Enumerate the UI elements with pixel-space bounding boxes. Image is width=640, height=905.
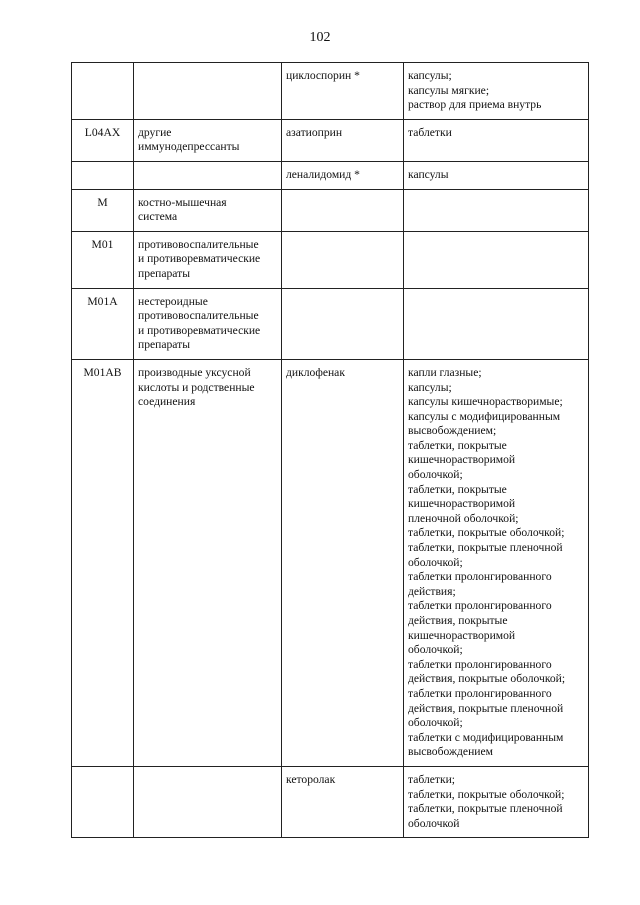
anatomical-group-cell — [134, 288, 282, 359]
dosage-form-line: действия, покрытые пленочной — [408, 701, 564, 715]
table-row — [72, 161, 589, 189]
anatomical-group-cell — [134, 161, 282, 189]
dosage-form-line: капсулы; — [408, 380, 452, 394]
dosage-form-line: оболочкой; — [408, 555, 463, 569]
dosage-form-line: действия, покрытые — [408, 614, 508, 627]
dosage-form-line: таблетки, покрытые — [408, 438, 507, 452]
drug-name-cell: кеторолак — [282, 766, 404, 837]
atc-code-cell: M — [72, 189, 134, 231]
group-line: иммунодепрессанты — [138, 140, 240, 154]
group-line: кислоты и родственные — [138, 380, 255, 394]
dosage-form-line: таблетки, покрытые оболочкой; — [408, 787, 565, 801]
dosage-form-line: высвобождением; — [408, 424, 497, 438]
anatomical-group-cell — [134, 63, 282, 120]
drug-name-cell — [282, 288, 404, 359]
dosage-form-line: капсулы кишечнорастворимые; — [408, 395, 563, 409]
dosage-form-line: таблетки, покрытые оболочкой; — [408, 526, 565, 540]
group-line: соединения — [138, 395, 196, 409]
dosage-forms-cell — [404, 766, 589, 837]
atc-code-cell: M01AB — [72, 359, 134, 766]
group-line: система — [138, 210, 178, 224]
dosage-form-line: таблетки с модифицированным — [408, 730, 564, 744]
anatomical-group-cell — [134, 189, 282, 231]
dosage-forms-cell — [404, 189, 589, 231]
anatomical-group-cell — [134, 766, 282, 837]
page-number: 102 — [309, 30, 331, 45]
table-row — [72, 288, 589, 359]
drug-name-cell — [282, 189, 404, 231]
group-line: костно-мышечная — [138, 195, 227, 209]
group-line: препараты — [138, 266, 190, 280]
table-row — [72, 359, 589, 766]
group-line: производные уксусной — [138, 365, 251, 379]
table-row — [72, 119, 589, 161]
dosage-forms-cell — [404, 63, 589, 120]
drug-name-cell: азатиоприн — [282, 119, 404, 161]
dosage-form-line: таблетки пролонгированного — [408, 570, 552, 584]
atc-code-cell: L04AX — [72, 119, 134, 161]
dosage-form-line: таблетки пролонгированного — [408, 686, 552, 700]
dosage-forms-cell — [404, 231, 589, 288]
drug-name-cell: диклофенак — [282, 359, 404, 766]
dosage-form-line: капсулы мягкие; — [408, 83, 490, 97]
dosage-form-line: кишечнорастворимой — [408, 497, 516, 511]
anatomical-group-cell — [134, 119, 282, 161]
dosage-form-line: таблетки пролонгированного — [408, 599, 552, 613]
group-line: другие — [138, 125, 172, 139]
drug-name-cell: леналидомид * — [282, 161, 404, 189]
dosage-form-line: оболочкой; — [408, 643, 463, 657]
table-row — [72, 231, 589, 288]
group-line: и противоревматические — [138, 252, 261, 266]
dosage-form-line: капли глазные; — [408, 365, 482, 379]
dosage-form-line: капсулы с модифицированным — [408, 409, 561, 423]
anatomical-group-cell — [134, 359, 282, 766]
group-line: нестероидные — [138, 294, 208, 308]
dosage-form-line: высвобождением — [408, 745, 493, 759]
dosage-forms-cell — [404, 359, 589, 766]
dosage-form-line: таблетки; — [408, 772, 456, 786]
dosage-form-line: действия, покрытые оболочкой; — [408, 672, 566, 686]
dosage-form-line: капсулы — [408, 167, 449, 181]
atc-code-cell — [72, 766, 134, 837]
dosage-forms-cell — [404, 161, 589, 189]
dosage-form-line: раствор для приема внутрь — [408, 98, 542, 112]
dosage-form-line: таблетки, покрытые — [408, 482, 507, 496]
dosage-form-line: пленочной оболочкой; — [408, 511, 519, 525]
dosage-form-line: кишечнорастворимой — [408, 453, 516, 467]
dosage-form-line: таблетки, покрытые пленочной — [408, 541, 563, 555]
group-line: противовоспалительные — [138, 309, 259, 323]
anatomical-group-cell — [134, 231, 282, 288]
group-line: препараты — [138, 338, 190, 352]
group-line: и противоревматические — [138, 323, 261, 337]
dosage-form-line: таблетки пролонгированного — [408, 657, 552, 671]
drug-name-cell — [282, 231, 404, 288]
dosage-forms-cell — [404, 288, 589, 359]
dosage-form-line: капсулы; — [408, 69, 452, 82]
atc-code-cell: M01 — [72, 231, 134, 288]
table-body — [72, 63, 589, 838]
dosage-form-line: оболочкой — [408, 816, 460, 830]
table-row — [72, 63, 589, 120]
dosage-form-line: оболочкой; — [408, 468, 463, 482]
atc-code-cell — [72, 63, 134, 120]
dosage-form-line: оболочкой; — [408, 716, 463, 730]
table-row — [72, 766, 589, 837]
group-line: противовоспалительные — [138, 237, 259, 251]
dosage-form-line: действия; — [408, 584, 456, 598]
dosage-form-line: таблетки — [408, 125, 452, 139]
table-row — [72, 189, 589, 231]
dosage-form-line: таблетки, покрытые пленочной — [408, 802, 563, 816]
drug-name-cell: циклоспорин * — [282, 63, 404, 120]
dosage-forms-cell — [404, 119, 589, 161]
drug-table — [71, 62, 589, 838]
atc-code-cell — [72, 161, 134, 189]
atc-code-cell: M01A — [72, 288, 134, 359]
dosage-form-line: кишечнорастворимой — [408, 628, 516, 642]
